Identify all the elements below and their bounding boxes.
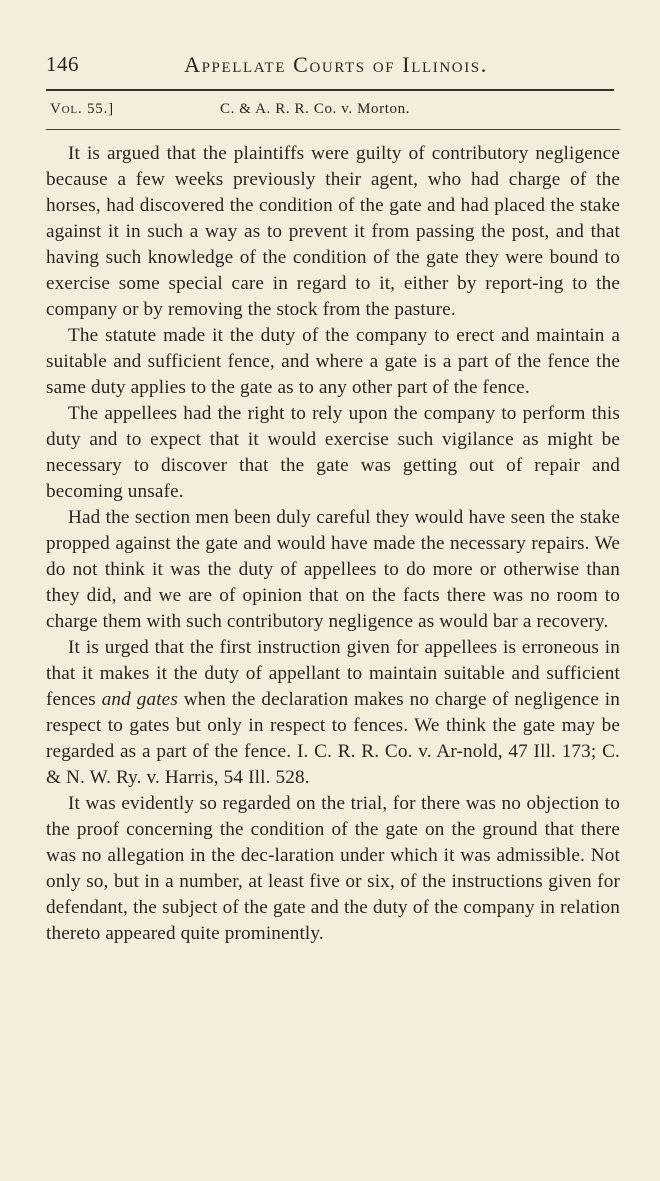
paragraph-section-men: Had the section men been duly careful they would have seen the stake propped against the gate and would have made the necessary repairs. We do not think it was the duty of appellees to do more or otherwise than they did, and we are of opinion that on the facts there was no room to charge them with such contributory negligence as would bar a recovery. bbox=[46, 507, 620, 632]
paragraph-right-to-rely: The appellees had the right to rely upon the company to perform this duty and to expect that it would exercise such vigilance as might be necessary to discover that the gate was getting out of repair and becoming unsafe. bbox=[46, 403, 620, 502]
volume-label: Vol. 55.] bbox=[50, 101, 114, 117]
paragraph-statute: The statute made it the duty of the company to erect and maintain a suitable and sufficient fence, and where a gate is a part of the fence the same duty applies to the gate as to any other part of the fence. bbox=[46, 325, 620, 398]
running-head bbox=[46, 50, 620, 86]
book-page bbox=[46, 50, 620, 944]
header-rule bbox=[46, 89, 614, 91]
case-caption bbox=[46, 100, 620, 126]
paragraph-trial-regard: It was evidently so regarded on the trial, for there was no objection to the proof concerning the condition of the gate on the ground that there was no allegation in the dec-laration under which it was admissible. Not only so, but in a number, at least five or six, of the instructions given for defendant, the subject of the gate and the duty of the company in relation thereto appeared quite prominently. bbox=[46, 793, 620, 944]
page-number: 146 bbox=[46, 52, 79, 76]
paragraph-first-instruction bbox=[46, 635, 620, 791]
opinion-text bbox=[46, 141, 620, 947]
instruction-text-before: It is urged that the first instruction given for appellees is erroneous in that it makes it the duty of appellant to maintain suitable and sufficient fences bbox=[46, 637, 620, 710]
case-name: C. & A. R. R. Co. v. Morton. bbox=[220, 101, 411, 117]
running-title: Appellate Courts of Illinois. bbox=[184, 52, 488, 77]
emphasis-and-gates: and gates bbox=[101, 689, 178, 710]
paragraph-contributory-negligence: It is argued that the plaintiffs were guilty of contributory negligence because a few weeks previously their agent, who had charge of the horses, had discovered the condition of the gate and had placed the stake against it in such a way as to prevent it from passing the post, and that having such knowledge of the condition of the gate they were bound to exercise some special care in regard to it, either by report-ing to the company or by removing the stock from the pasture. bbox=[46, 143, 620, 320]
instruction-text-after: when the declaration makes no charge of negligence in respect to gates but only in respect to fences. We think the gate may be regarded as a part of the fence. I. C. R. R. Co. v. Ar-nold, 47 Ill. 173; C. & N. W. Ry. v. Harris, 54 Ill. 528. bbox=[46, 689, 620, 788]
caption-rule bbox=[46, 129, 620, 130]
